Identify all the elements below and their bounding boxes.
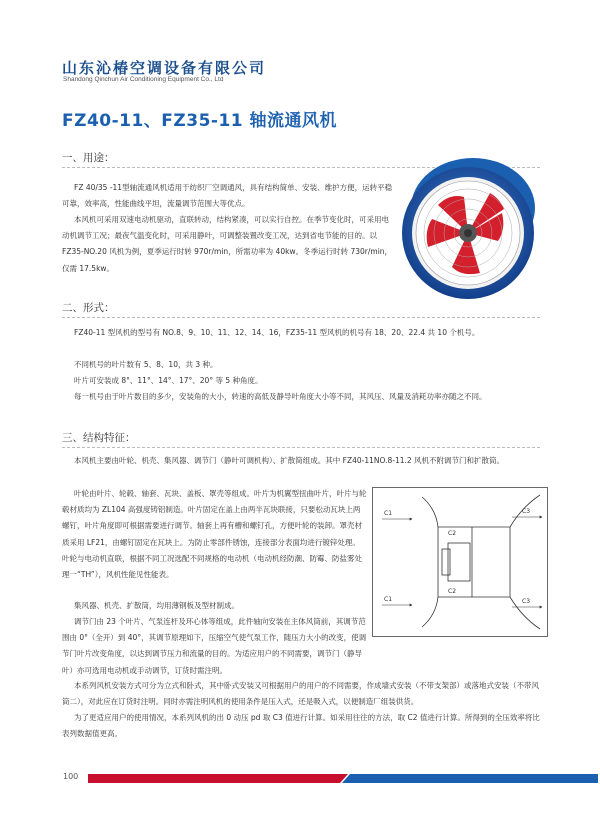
company-name-cn: 山东沁椿空调设备有限公司 bbox=[62, 59, 267, 77]
paragraph: 集风器、机壳、扩散筒，均用薄钢板及型材制成。 bbox=[74, 601, 239, 610]
footer-stripe bbox=[88, 774, 598, 783]
section-heading-structure: 三、结构特征： bbox=[62, 432, 136, 444]
page-number: 100 bbox=[63, 772, 79, 781]
section-heading-use: 一、用途： bbox=[62, 152, 115, 164]
diagram-label-c3-bottom: C3 bbox=[522, 598, 531, 605]
paragraph: 本系列风机安装方式可分为立式和卧式，其中卧式安装又可根据用户的用户的不同需要，作成墙式安装（不带支架部）或落地式安装（不带风筒二），对此应在订货时注明。同时亦需注明风机的使用条件是压入式，还是吸入式，以便制造厂组装供货。 bbox=[62, 681, 539, 707]
section-heading-form: 二、形式： bbox=[62, 302, 115, 314]
paragraph: 本风机可采用双速电动机驱动，直联转动，结构紧凑，可以实行自控。在季节变化时，可采用电动机调节工况；最夜气温变化时，可采用静叶，可调整装置改变工况，达到省电节能的目的。以 FZ35-NO.20 风机为例，夏季运行时转 970r/min，所需功率为 40kw。冬季运行时转 730r/min，仅需 17.5kw。 bbox=[62, 215, 393, 273]
paragraph: 叶轮由叶片、轮毂、轴套、瓦块、盖板、罩壳等组成。叶片为机翼型扭曲叶片，叶片与轮毂材质均为 ZL104 高强度铸铝制造。叶片固定在盖上由两半瓦块联接，只要松动瓦块上两螺钉，叶片角度即可根据需要进行调节。轴套上再有槽和螺钉孔，方便叶轮的装卸。罩壳材质采用 LF21，由螺钉固定在瓦块上。为防止零部件锈蚀，连接部分表面均进行镀锌处理。叶轮与电动机直联，根据不同工况选配不同规格的电动机（电动机经防潮、防霉、防盐雾处理一“TH”），风机性能见性能表。 bbox=[62, 489, 367, 580]
paragraph: 叶片可安装成 8°、11°、14°、17°、20° 等 5 种角度。 bbox=[74, 376, 263, 385]
diagram-label-c2-top: C2 bbox=[448, 530, 457, 537]
paragraph: 本风机主要由叶轮、机壳、集风器、调节门（静叶可调机构）、扩散简组成。其中 FZ40-11NO.8-11.2 风机不附调节门和扩散筒。 bbox=[74, 456, 505, 465]
diagram-label-c1-top: C1 bbox=[384, 510, 393, 517]
page-title: FZ40-11、FZ35-11 轴流通风机 bbox=[62, 111, 338, 131]
paragraph: 为了更适应用户的使用情况，本系列风机的出 0 动压 pd 取 C3 值进行计算。如采用往往的方法，取 C2 值进行计算。所得到的全压效率将比表列数据值更高。 bbox=[62, 713, 540, 739]
axial-fan-icon bbox=[398, 153, 548, 303]
paragraph: FZ 40/35 -11型轴流通风机适用于纺织厂空调通风，具有结构简单、安装、维护方便，运转平稳可靠，效率高，性能曲线平坦，流量调节范围大等优点。 bbox=[62, 183, 393, 209]
section-divider bbox=[62, 447, 540, 448]
diagram-label-c1-bottom: C1 bbox=[384, 596, 393, 603]
fan-structure-diagram bbox=[372, 487, 548, 637]
paragraph: 不同机号的叶片数有 5、8、10，共 3 种。 bbox=[74, 360, 218, 369]
paragraph: FZ40-11 型风机的型号有 NO.8、9、10、11、12、14、16，FZ35-11 型风机的机号有 18、20、22.4 共 10 个机号。 bbox=[74, 328, 480, 337]
company-name-en: Shandong Qinchun Air Conditioning Equipment Co., Ltd bbox=[63, 76, 224, 83]
paragraph: 每一机号由于叶片数目的多少，安装角的大小，转速的高低及静导叶角度大小等不同，其风压、风量及消耗功率亦随之不同。 bbox=[74, 392, 487, 401]
paragraph: 调节门由 23 个叶片、气泵连杆及环心体等组成，此件轴向安装在主体风筒前，其调节范围由 0°（全开）到 40°，其调节原理如下，压缩空气使气泵工作，随压力大小的改变，使调节门叶片改变角度，以达到调节压力和流量的目的。为适应用户的不同需要，调节门（静导叶）亦可选用电动机或手动调节，订货时需注明。 bbox=[62, 617, 367, 675]
section-divider bbox=[62, 317, 540, 318]
diagram-label-c3-top: C3 bbox=[522, 508, 531, 515]
diagram-label-c2-bottom: C2 bbox=[448, 588, 457, 595]
